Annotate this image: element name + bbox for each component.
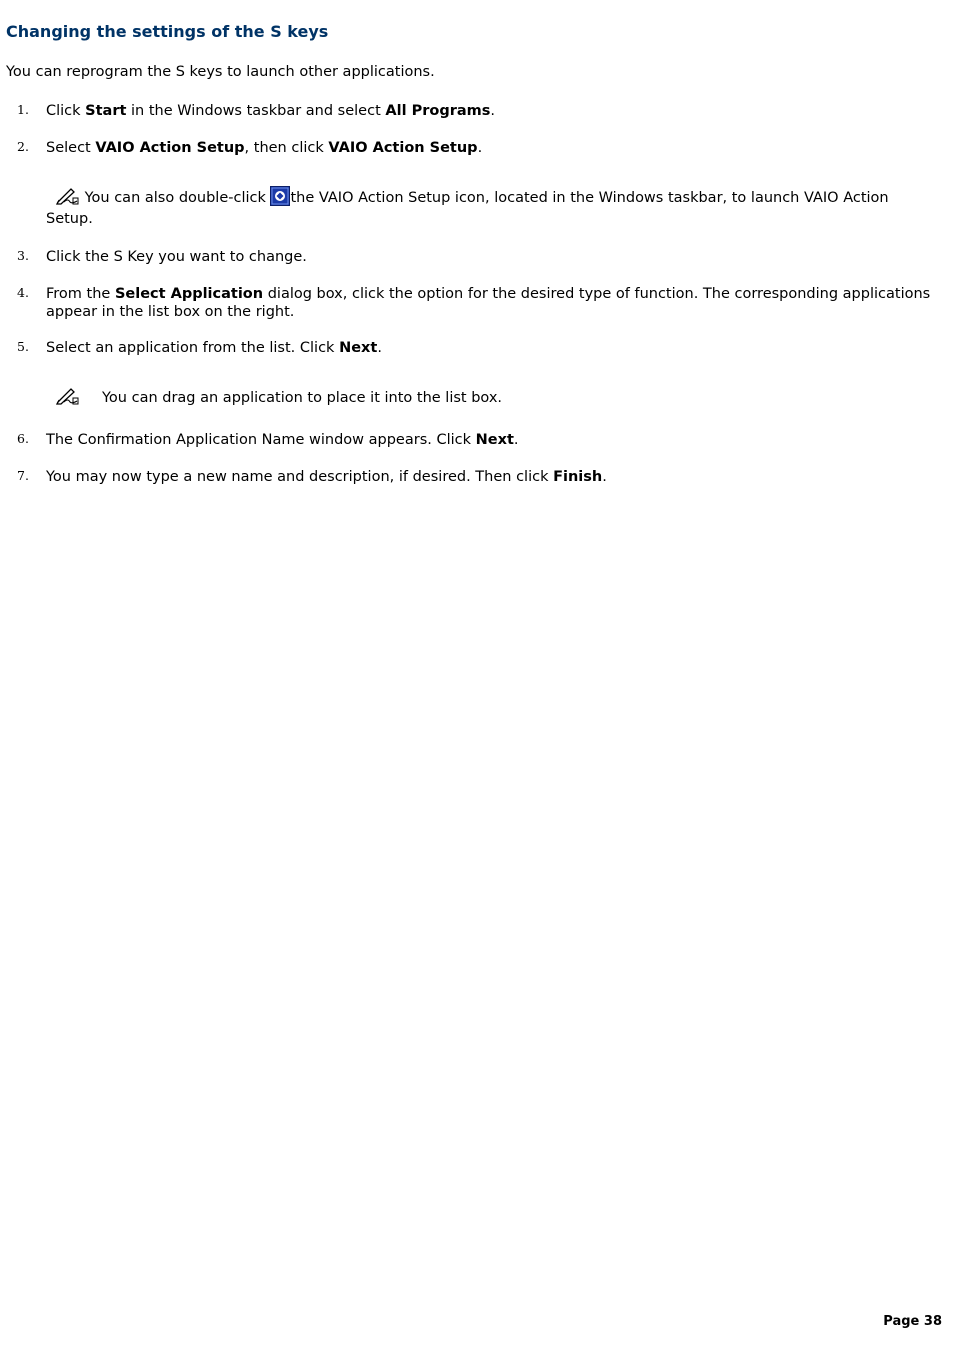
note: You can drag an application to place it into the list box.	[46, 387, 936, 410]
start-label: Start	[85, 103, 127, 119]
intro-text: You can reprogram the S keys to launch other applications.	[6, 64, 435, 80]
step-number: 1.	[17, 102, 29, 117]
page-title: Changing the settings of the S keys	[6, 22, 329, 41]
note-pen-icon	[56, 187, 80, 210]
step-text: Select an application from the list. Click Next.	[46, 340, 382, 356]
step-text: From the Select Application dialog box, click the option for the desired type of function. The corresponding applications appear in the list box on the right.	[46, 286, 931, 320]
step-number: 3.	[17, 248, 29, 263]
step-number: 6.	[17, 431, 29, 446]
step-number: 4.	[17, 285, 29, 300]
step-number: 7.	[17, 468, 29, 483]
note-pen-icon	[56, 387, 80, 410]
step-text: You may now type a new name and description, if desired. Then click Finish.	[46, 469, 607, 485]
step-text: Select VAIO Action Setup, then click VAIO Action Setup.	[46, 140, 483, 156]
step-number: 5.	[17, 339, 29, 354]
all-programs-label: All Programs	[385, 103, 491, 119]
step-text: Click the S Key you want to change.	[46, 249, 307, 265]
note: You can also double-click the VAIO Action Setup icon, located in the Windows taskbar, to launch VAIO Action Setup.	[46, 186, 936, 228]
step-number: 2.	[17, 139, 29, 154]
step-text: The Confirmation Application Name window appears. Click Next.	[46, 432, 519, 448]
step-text: Click Start in the Windows taskbar and select All Programs.	[46, 103, 495, 119]
vaio-action-setup-icon	[270, 186, 290, 211]
page-number: Page 38	[883, 1314, 942, 1329]
